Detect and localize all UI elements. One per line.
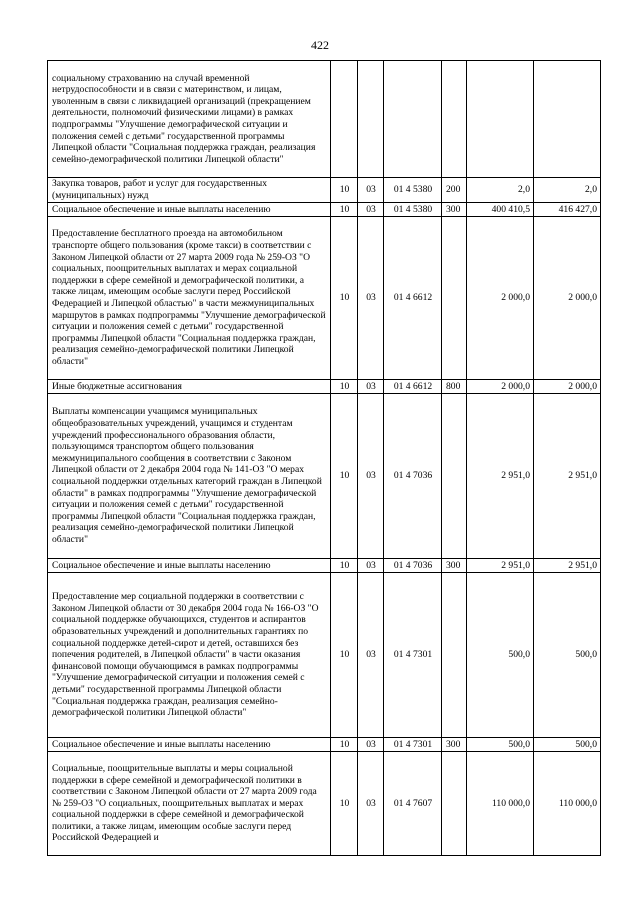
row-sum2: 2 951,0 bbox=[534, 559, 601, 573]
row-ministry: 10 bbox=[331, 394, 358, 559]
row-vr: 300 bbox=[442, 203, 467, 217]
table-row bbox=[48, 217, 601, 380]
row-section: 03 bbox=[358, 559, 384, 573]
budget-table bbox=[47, 60, 601, 856]
row-sum1: 2 000,0 bbox=[467, 380, 534, 394]
row-description: Социальные, поощрительные выплаты и меры социальной поддержки в сфере семейной и демографической политики в соответствии с Законом Липецкой области от 27 марта 2009 года № 259-ОЗ "О социальных, поощрительных выплатах и мерах социальной поддержки в сфере семейной и демографической политики, а также лицам, имеющим особые заслуги перед Российской Федерацией и bbox=[48, 752, 331, 856]
row-target: 01 4 6612 bbox=[384, 217, 442, 380]
row-description: Социальное обеспечение и иные выплаты населению bbox=[48, 738, 331, 752]
row-section: 03 bbox=[358, 738, 384, 752]
row-section: 03 bbox=[358, 217, 384, 380]
row-vr bbox=[442, 217, 467, 380]
table-row bbox=[48, 394, 601, 559]
row-target: 01 4 7036 bbox=[384, 559, 442, 573]
row-target: 01 4 5380 bbox=[384, 203, 442, 217]
row-sum2: 2 000,0 bbox=[534, 380, 601, 394]
table-row bbox=[48, 61, 601, 178]
row-sum2: 110 000,0 bbox=[534, 752, 601, 856]
table-row bbox=[48, 752, 601, 856]
row-sum1: 500,0 bbox=[467, 738, 534, 752]
row-ministry: 10 bbox=[331, 559, 358, 573]
row-ministry: 10 bbox=[331, 178, 358, 203]
row-ministry: 10 bbox=[331, 203, 358, 217]
row-vr: 800 bbox=[442, 380, 467, 394]
row-section: 03 bbox=[358, 394, 384, 559]
row-target: 01 4 7301 bbox=[384, 573, 442, 738]
row-description: Выплаты компенсации учащимся муниципальных общеобразовательных учреждений, учащимся и студентам учреждений профессионального образования области, пользующимся транспортом общего пользования межмуниципального сообщения в соответствии с Законом Липецкой области от 2 декабря 2004 года № 141-ОЗ "О мерах социальной поддержки отдельных категорий граждан в Липецкой области" в рамках подпрограммы "Улучшение демографической ситуации и положения семей с детьми" государственной программы Липецкой области "Социальная поддержка граждан, реализация семейно-демографической политики Липецкой области" bbox=[48, 394, 331, 559]
row-sum1: 110 000,0 bbox=[467, 752, 534, 856]
row-sum2: 2 951,0 bbox=[534, 394, 601, 559]
table-row bbox=[48, 559, 601, 573]
row-sum2: 416 427,0 bbox=[534, 203, 601, 217]
row-target: 01 4 7036 bbox=[384, 394, 442, 559]
row-ministry: 10 bbox=[331, 752, 358, 856]
row-sum1: 2 951,0 bbox=[467, 559, 534, 573]
row-ministry: 10 bbox=[331, 380, 358, 394]
row-ministry bbox=[331, 61, 358, 178]
row-sum1 bbox=[467, 61, 534, 178]
row-sum2: 2,0 bbox=[534, 178, 601, 203]
table-row bbox=[48, 178, 601, 203]
table-row bbox=[48, 380, 601, 394]
row-description: Предоставление мер социальной поддержки в соответствии с Законом Липецкой области от 30 декабря 2004 года № 166-ОЗ "О социальной поддержке обучающихся, студентов и аспирантов образовательных учреждений и дополнительных гарантиях по социальной поддержке детей-сирот и детей, оставшихся без попечения родителей, в Липецкой области" в части оказания финансовой помощи обучающимся в рамках подпрограммы "Улучшение демографической ситуации и положения семей с детьми" государственной программы Липецкой области "Социальная поддержка граждан, реализация семейно-демографической политики Липецкой области" bbox=[48, 573, 331, 738]
row-vr bbox=[442, 573, 467, 738]
row-section: 03 bbox=[358, 203, 384, 217]
row-ministry: 10 bbox=[331, 217, 358, 380]
row-vr bbox=[442, 394, 467, 559]
row-target: 01 4 7301 bbox=[384, 738, 442, 752]
row-description: Иные бюджетные ассигнования bbox=[48, 380, 331, 394]
row-section bbox=[358, 61, 384, 178]
row-ministry: 10 bbox=[331, 573, 358, 738]
row-vr: 300 bbox=[442, 738, 467, 752]
table-row bbox=[48, 738, 601, 752]
row-vr bbox=[442, 61, 467, 178]
row-sum1: 2,0 bbox=[467, 178, 534, 203]
page-number: 422 bbox=[311, 38, 329, 52]
row-description: Социальное обеспечение и иные выплаты населению bbox=[48, 203, 331, 217]
row-description: Предоставление бесплатного проезда на автомобильном транспорте общего пользования (кроме такси) в соответствии с Законом Липецкой области от 27 марта 2009 года № 259-ОЗ "О социальных, поощрительных выплатах и мерах социальной поддержки в сфере семейной и демографической политики, а также лицам, имеющим особые заслуги перед Российской Федерацией и Липецкой областью" в части межмуниципальных маршрутов в рамках подпрограммы "Улучшение демографической ситуации и положения семей с детьми" государственной программы Липецкой области "Социальная поддержка граждан, реализация семейно-демографической политики Липецкой области" bbox=[48, 217, 331, 380]
row-sum2 bbox=[534, 61, 601, 178]
row-sum2: 2 000,0 bbox=[534, 217, 601, 380]
row-vr: 300 bbox=[442, 559, 467, 573]
row-vr bbox=[442, 752, 467, 856]
row-description: Социальное обеспечение и иные выплаты населению bbox=[48, 559, 331, 573]
row-sum1: 2 951,0 bbox=[467, 394, 534, 559]
row-section: 03 bbox=[358, 178, 384, 203]
row-section: 03 bbox=[358, 380, 384, 394]
table-row bbox=[48, 573, 601, 738]
row-sum1: 2 000,0 bbox=[467, 217, 534, 380]
row-sum1: 500,0 bbox=[467, 573, 534, 738]
row-vr: 200 bbox=[442, 178, 467, 203]
row-ministry: 10 bbox=[331, 738, 358, 752]
row-sum2: 500,0 bbox=[534, 573, 601, 738]
row-target bbox=[384, 61, 442, 178]
row-target: 01 4 7607 bbox=[384, 752, 442, 856]
row-target: 01 4 5380 bbox=[384, 178, 442, 203]
row-description: Закупка товаров, работ и услуг для государственных (муниципальных) нужд bbox=[48, 178, 331, 203]
row-sum1: 400 410,5 bbox=[467, 203, 534, 217]
row-target: 01 4 6612 bbox=[384, 380, 442, 394]
row-section: 03 bbox=[358, 752, 384, 856]
table-row bbox=[48, 203, 601, 217]
row-section: 03 bbox=[358, 573, 384, 738]
row-description: социальному страхованию на случай временной нетрудоспособности и в связи с материнством, и лицам, уволенным в связи с ликвидацией организаций (прекращением деятельности, полномочий физическими лицами) в рамках подпрограммы "Улучшение демографической ситуации и положения семей с детьми" государственной программы Липецкой области "Социальная поддержка граждан, реализация семейно-демографической политики Липецкой области" bbox=[48, 61, 331, 178]
row-sum2: 500,0 bbox=[534, 738, 601, 752]
